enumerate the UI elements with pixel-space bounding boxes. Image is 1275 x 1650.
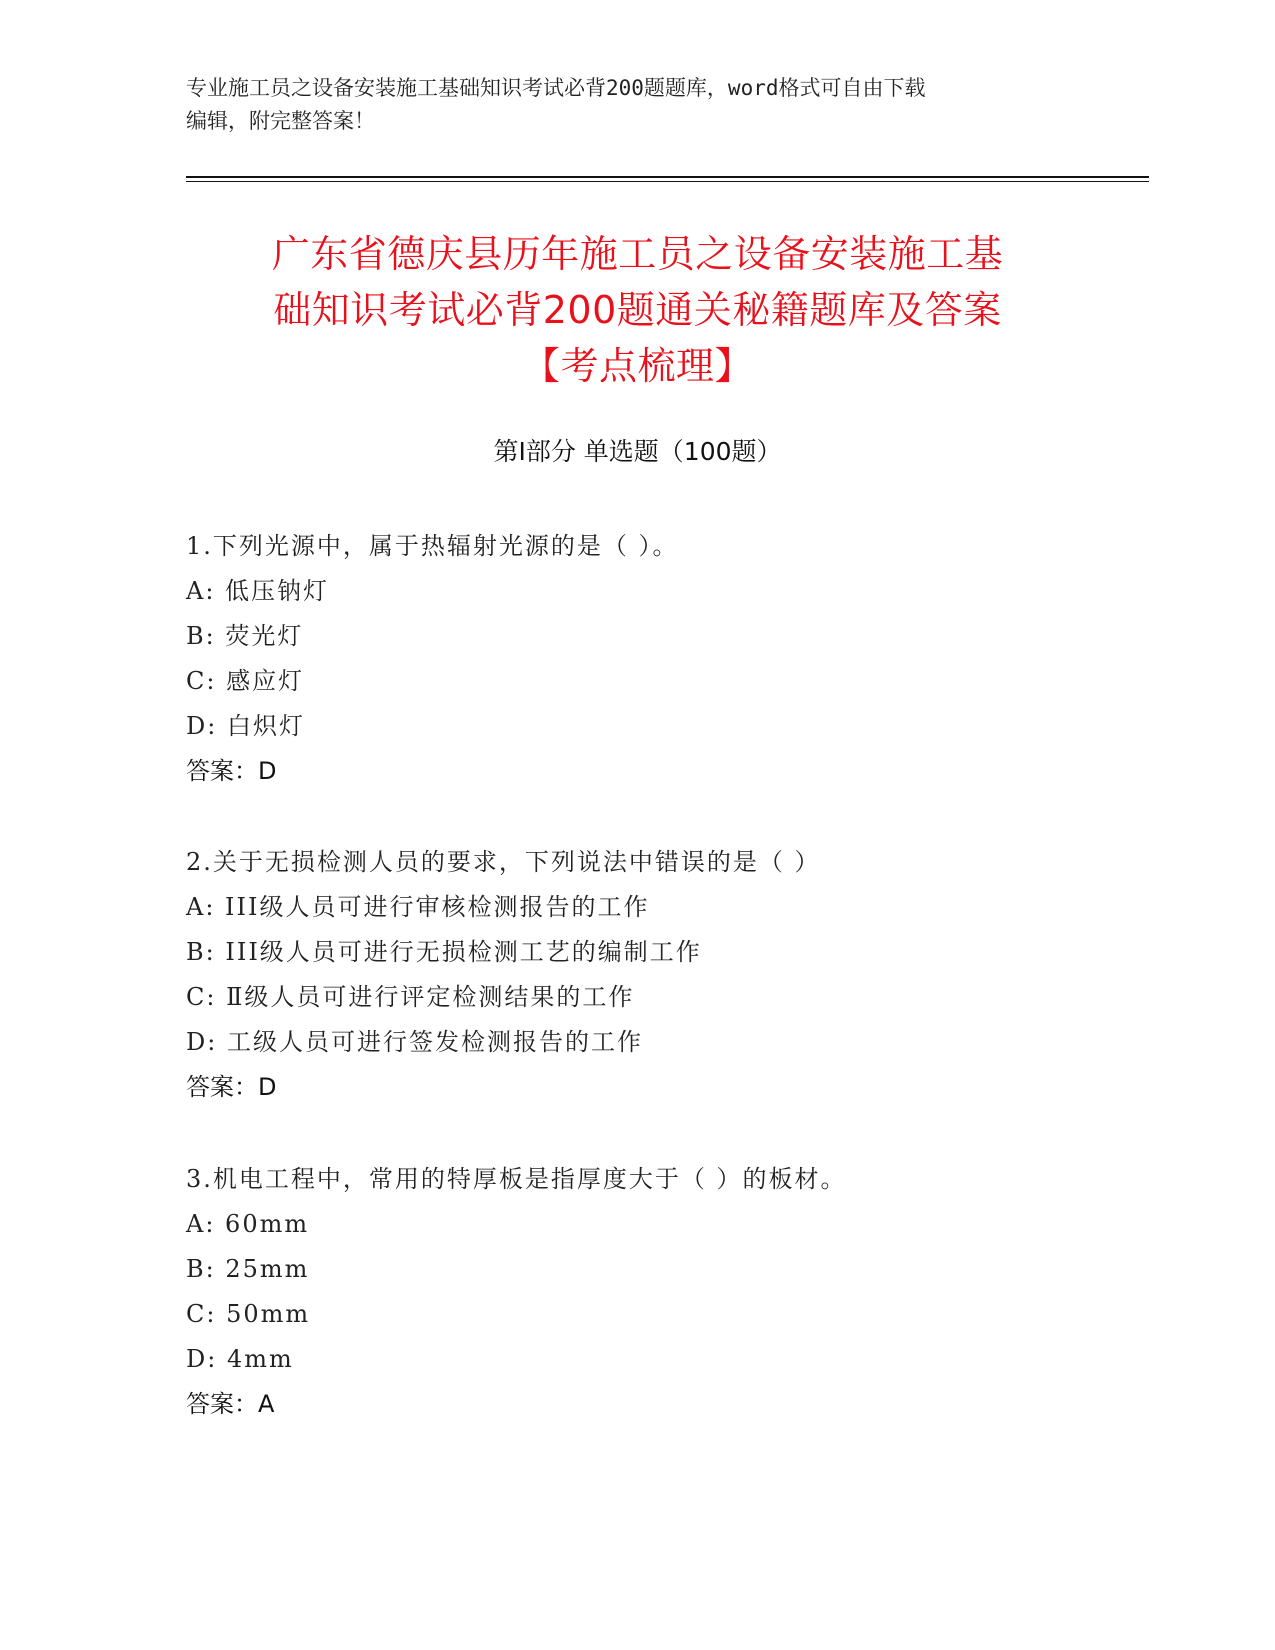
- option-b: B: 25mm: [186, 1255, 310, 1283]
- header-divider-thick: [186, 176, 1149, 178]
- question-3: [186, 1157, 1146, 1427]
- header-note-line-2: 编辑，附完整答案！: [186, 109, 375, 133]
- option-b: B: III级人员可进行无损检测工艺的编制工作: [186, 938, 702, 966]
- question-2: [186, 840, 1146, 1110]
- option-c: C: 感应灯: [186, 667, 305, 695]
- option-a: A: 低压钠灯: [186, 577, 330, 605]
- question-stem: 1.下列光源中，属于热辐射光源的是（ ）。: [186, 532, 679, 560]
- document-title-line-2: 础知识考试必背200题通关秘籍题库及答案: [273, 288, 1002, 332]
- option-d: D: 工级人员可进行签发检测报告的工作: [186, 1028, 643, 1056]
- document-title-line-1: 广东省德庆县历年施工员之设备安装施工基: [271, 232, 1004, 276]
- document-title: [186, 226, 1089, 394]
- document-title-line-3: 【考点梳理】: [521, 344, 753, 388]
- option-b: B: 荧光灯: [186, 622, 304, 650]
- option-a: A: III级人员可进行审核检测报告的工作: [186, 893, 650, 921]
- option-d: D: 4mm: [186, 1345, 294, 1373]
- section-title: 第Ⅰ部分 单选题（100题）: [493, 437, 782, 466]
- option-d: D: 白炽灯: [186, 712, 305, 740]
- header-note: [186, 72, 1086, 138]
- answer: 答案：A: [186, 1390, 275, 1418]
- option-c: C: Ⅱ级人员可进行评定检测结果的工作: [186, 983, 635, 1011]
- answer: 答案：D: [186, 1073, 277, 1101]
- header-note-line-1: 专业施工员之设备安装施工基础知识考试必背200题题库，word格式可自由下载: [186, 76, 926, 100]
- header-divider-thin: [186, 181, 1149, 182]
- option-c: C: 50mm: [186, 1300, 311, 1328]
- question-stem: 3.机电工程中，常用的特厚板是指厚度大于（ ）的板材。: [186, 1165, 847, 1193]
- question-1: [186, 524, 1146, 794]
- question-stem: 2.关于无损检测人员的要求，下列说法中错误的是（ ）: [186, 848, 821, 876]
- option-a: A: 60mm: [186, 1210, 310, 1238]
- answer: 答案：D: [186, 757, 277, 785]
